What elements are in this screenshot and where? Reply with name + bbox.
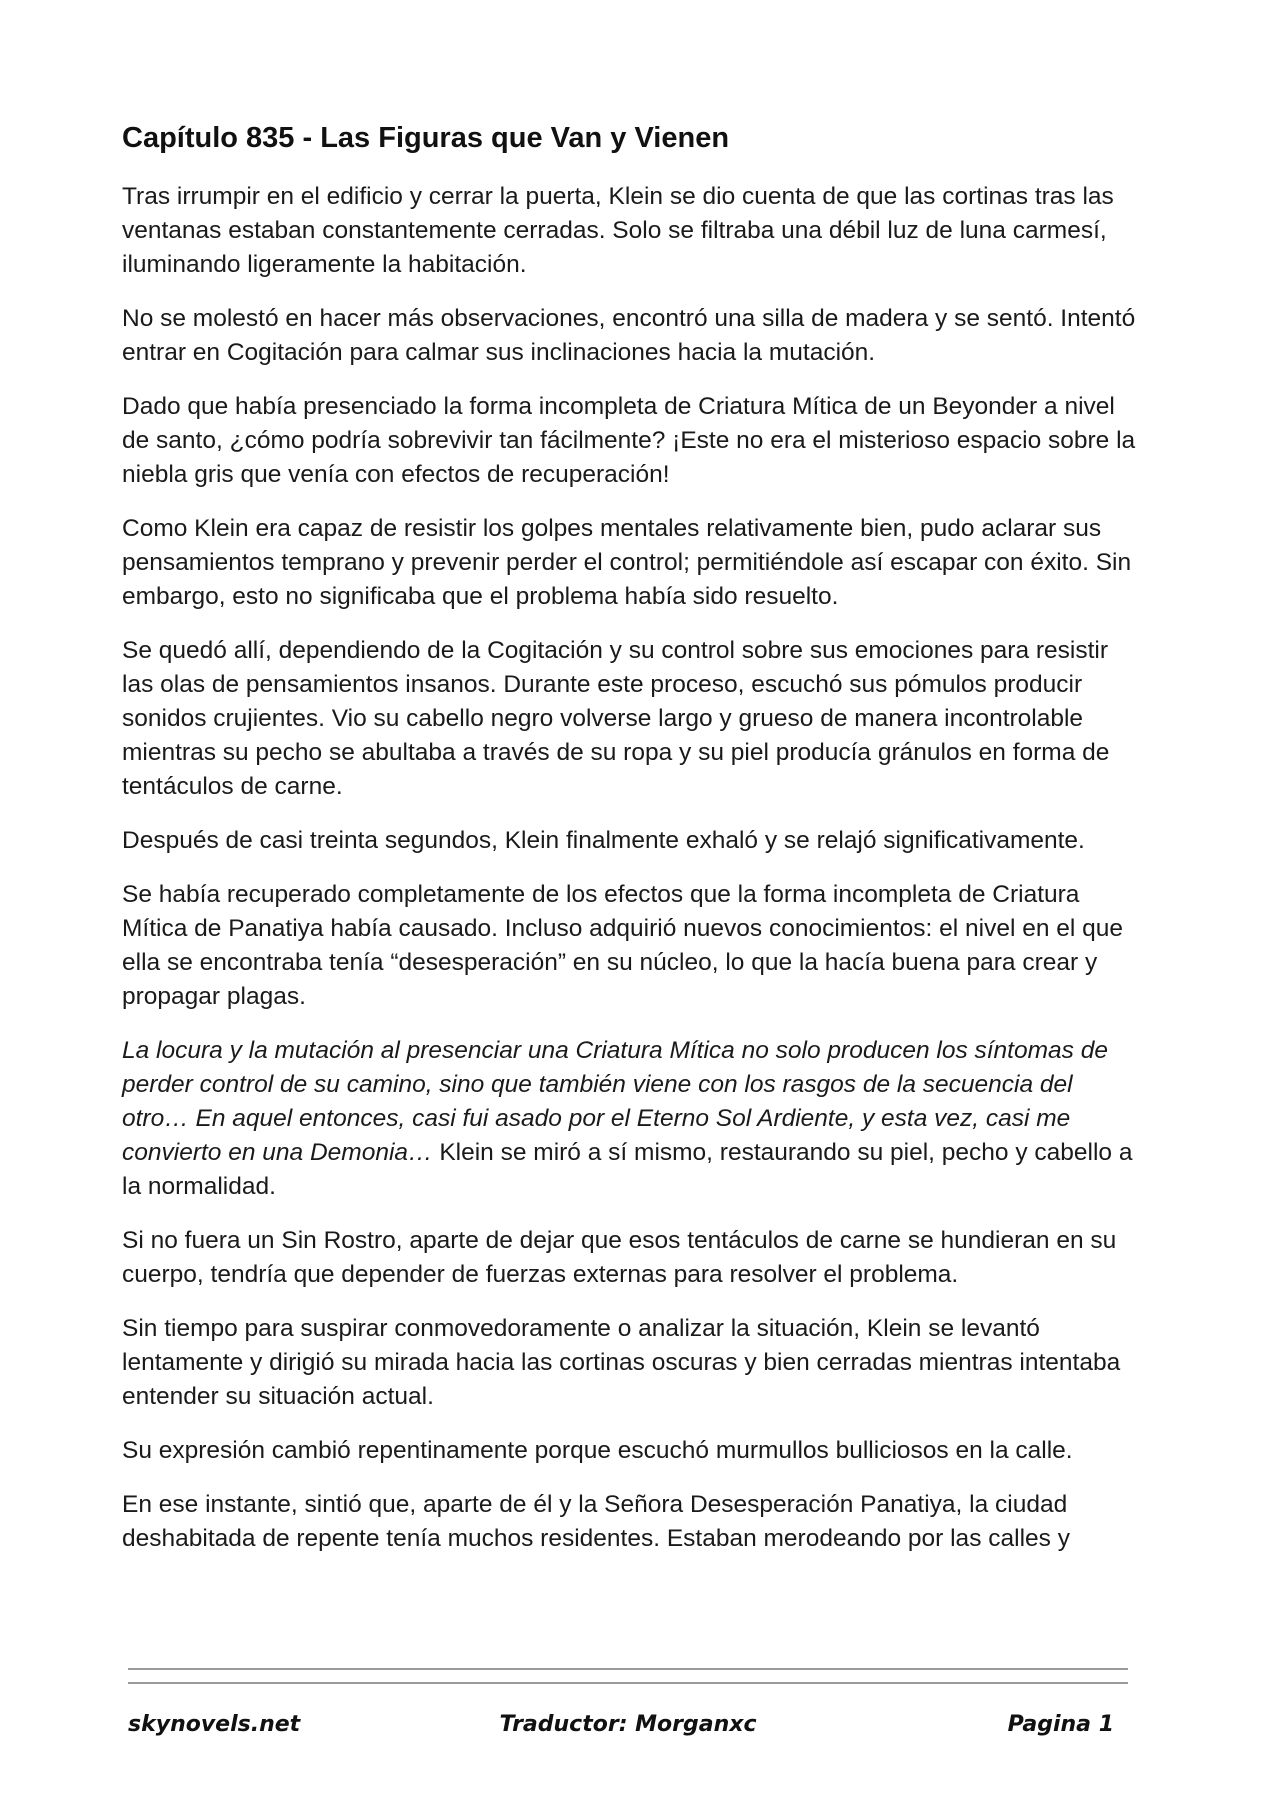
paragraph: Se había recuperado completamente de los efectos que la forma incompleta de Criatura Mítica de Panatiya había causado. Incluso adquirió nuevos conocimientos: el nivel en el que ella se encontraba tenía “desesperación” en su núcleo, lo que la hacía buena para crear y propagar plagas. [122,881,1124,1010]
footer-site-name: skynovels.net [128,1712,301,1737]
paragraph: Tras irrumpir en el edificio y cerrar la puerta, Klein se dio cuenta de que las cortinas tras las ventanas estaban constantemente cerradas. Solo se filtraba una débil luz de luna carmesí, iluminando ligeramente la habitación. [122,183,1114,278]
page-footer [128,1712,1128,1748]
paragraph: Si no fuera un Sin Rostro, aparte de dejar que esos tentáculos de carne se hundieran en su cuerpo, tendría que depender de fuerzas externas para resolver el problema. [122,1227,1117,1288]
paragraph: No se molestó en hacer más observaciones, encontró una silla de madera y se sentó. Intentó entrar en Cogitación para calmar sus inclinaciones hacia la mutación. [122,305,1136,366]
paragraph: En ese instante, sintió que, aparte de él y la Señora Desesperación Panatiya, la ciudad deshabitada de repente tenía muchos residentes. Estaban merodeando por las calles y [122,1491,1070,1552]
paragraph: Se quedó allí, dependiendo de la Cogitación y su control sobre sus emociones para resistir las olas de pensamientos insanos. Durante este proceso, escuchó sus pómulos producir sonidos crujientes. Vio su cabello negro volverse largo y grueso de manera incontrolable mientras su pecho se abultaba a través de su ropa y su piel producía gránulos en forma de tentáculos de carne. [122,637,1110,800]
footer-page-number: Pagina 1 [1007,1712,1114,1737]
chapter-content [122,118,1142,1576]
footer-divider-bottom [128,1682,1128,1684]
chapter-title: Capítulo 835 - Las Figuras que Van y Vienen [122,122,730,154]
inner-thought-text: La locura y la mutación al presenciar una Criatura Mítica no solo producen los síntomas de perder control de su camino, sino que también viene con los rasgos de la secuencia del otro… En aquel entonces, casi fui asado por el Eterno Sol Ardiente, y esta vez, casi me convierto en una Demonia… [122,1037,1108,1166]
paragraph: Después de casi treinta segundos, Klein finalmente exhaló y se relajó significativamente. [122,827,1085,854]
footer-translator: Traductor: Morganxc [499,1712,757,1737]
paragraph: Dado que había presenciado la forma incompleta de Criatura Mítica de un Beyonder a nivel de santo, ¿cómo podría sobrevivir tan fácilmente? ¡Este no era el misterioso espacio sobre la niebla gris que venía con efectos de recuperación! [122,393,1136,488]
paragraph: Como Klein era capaz de resistir los golpes mentales relativamente bien, pudo aclarar sus pensamientos temprano y prevenir perder el control; permitiéndole así escapar con éxito. Sin embargo, esto no significaba que el problema había sido resuelto. [122,515,1132,610]
inner-thought-paragraph [122,1034,1142,1204]
paragraph: Su expresión cambió repentinamente porque escuchó murmullos bulliciosos en la calle. [122,1437,1073,1464]
narration-text: Klein se miró a sí mismo, restaurando su piel, pecho y cabello a la normalidad. [122,1139,1133,1200]
paragraph: Sin tiempo para suspirar conmovedoramente o analizar la situación, Klein se levantó lentamente y dirigió su mirada hacia las cortinas oscuras y bien cerradas mientras intentaba entender su situación actual. [122,1315,1121,1410]
footer-divider-top [128,1668,1128,1670]
